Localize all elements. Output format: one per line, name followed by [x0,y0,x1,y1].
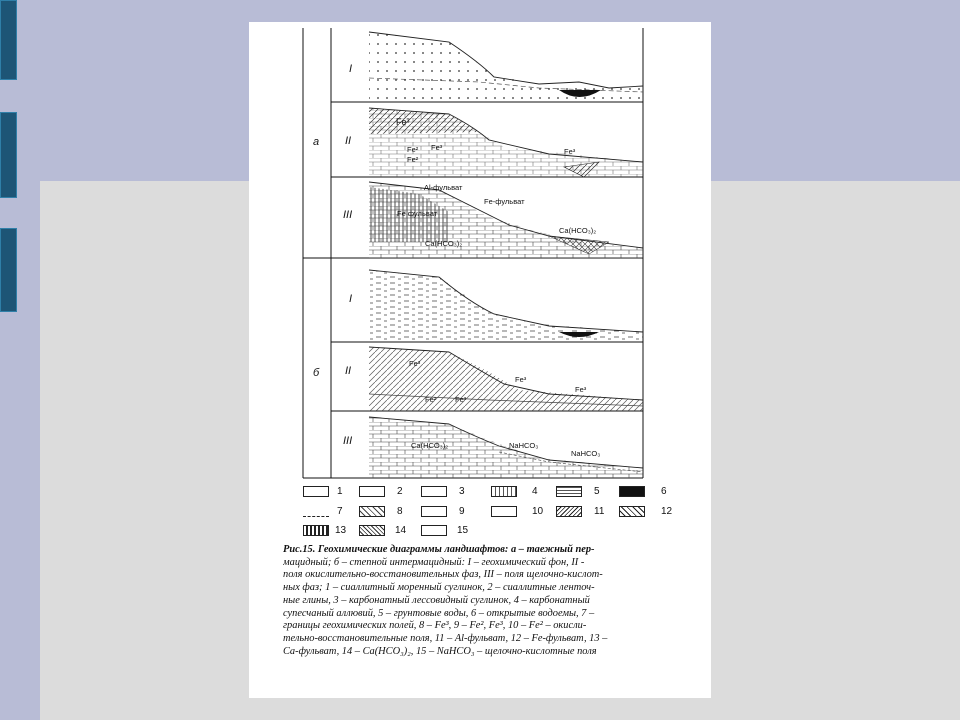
legend-label: 12 [661,506,673,517]
caption-line: мацидный; б – степной интермацидный: I – геохимический фон, II - [283,556,585,568]
caption-line: ные глины, 3 – карбонатный лессовидный суглинок, 4 – карбонатный [283,594,590,606]
chem-label: Fe³ [396,117,410,127]
panel-a-II [369,108,643,177]
legend-label: 15 [457,525,469,536]
panel-a-I [369,32,643,102]
legend-label: 6 [661,486,667,497]
legend-label: 5 [594,486,600,497]
legend-swatch-2 [359,486,385,497]
legend-label: 8 [397,506,403,517]
legend-swatch-13 [303,525,329,536]
scanned-page [249,22,711,698]
legend-swatch-7 [303,506,329,517]
chem-label: Fe³ [564,147,576,156]
chem-label: Fe-фульват [484,197,525,206]
chem-label: Ca(HCO₃)₂ [559,226,597,235]
caption-line: ных фаз; 1 – сиаллитный моренный суглинок, 2 – сиаллитные ленточ- [283,582,595,594]
chem-label: NaHCO₃ [571,449,601,458]
legend-label: 4 [532,486,538,497]
chem-label: Fe³ [431,143,443,152]
legend-swatch-1 [303,486,329,497]
legend-swatch-9 [421,506,447,517]
figure-caption [283,544,703,658]
legend-swatch-11 [556,506,582,517]
chem-label: Fe² [407,145,419,154]
legend-label: 14 [395,525,407,536]
side-tab-2 [0,112,17,198]
chem-label: Fe³ [455,395,467,404]
chem-label: Fe³ [575,385,587,394]
chem-label: NaHCO₃ [509,441,539,450]
legend-label: 10 [532,506,544,517]
section-label-a: а [313,136,320,148]
chem-label: Fe² [425,395,437,404]
legend-swatch-6 [619,486,645,497]
legend-label: 3 [459,486,465,497]
chem-label: Al-фульват [424,183,463,192]
legend-swatch-5 [556,486,582,497]
caption-line: границы геохимических полей, 8 – Fe³, 9 – Fe², Fe³, 10 – Fe² – окисли- [283,620,587,632]
legend-swatch-10 [491,506,517,517]
section-label-b: б [313,367,320,379]
legend-label: 7 [337,506,343,517]
panel-a-III [369,182,643,258]
row-label-b-I: I [349,293,353,305]
row-label-b-II: II [345,365,352,377]
chem-label: Ca(HCO₃)₂ [425,239,463,248]
legend-swatch-14 [359,525,385,536]
caption-line: Рис.15. Геохимические диаграммы ландшафтов: а – таежный пер- [283,544,595,555]
caption-line: тельно-восстановительные поля, 11 – Al-фульват, 12 – Fe-фульват, 13 – [283,632,608,644]
legend-label: 9 [459,506,465,517]
caption-line: Ca-фульват, 14 – Ca(HCO₃)₂, 15 – NaHCO₃ – щелочно-кислотные поля [283,645,597,657]
side-tab-1 [0,0,17,80]
chem-label: Ca(HCO₃)₂ [411,441,449,450]
row-label-a-I: I [349,63,353,75]
legend-label: 11 [594,506,605,517]
legend-swatch-15 [421,525,447,536]
row-label-b-III: III [343,435,353,447]
panel-b-I [369,270,643,342]
row-label-a-II: II [345,135,352,147]
legend-swatch-8 [359,506,385,517]
legend-swatch-12 [619,506,645,517]
geochemical-diagram [249,22,711,542]
legend-label: 1 [337,486,343,497]
side-tab-3 [0,228,17,312]
chem-label: Fe³ [515,375,527,384]
chem-label: Fe² [407,155,419,164]
legend-label: 13 [335,525,347,536]
caption-line: супесчаный аллювий, 5 – грунтовые воды, 6 – открытые водоемы, 7 – [283,607,595,619]
chem-label: Fe³ [409,359,421,368]
panel-b-II [369,347,643,411]
row-label-a-III: III [343,209,353,221]
caption-line: поля окислительно-восстановительных фаз, III – поля щелочно-кислот- [283,569,603,581]
chem-label: Fe фульват [397,209,438,218]
legend-swatch-4 [491,486,517,497]
legend-swatch-3 [421,486,447,497]
legend-label: 2 [397,486,403,497]
